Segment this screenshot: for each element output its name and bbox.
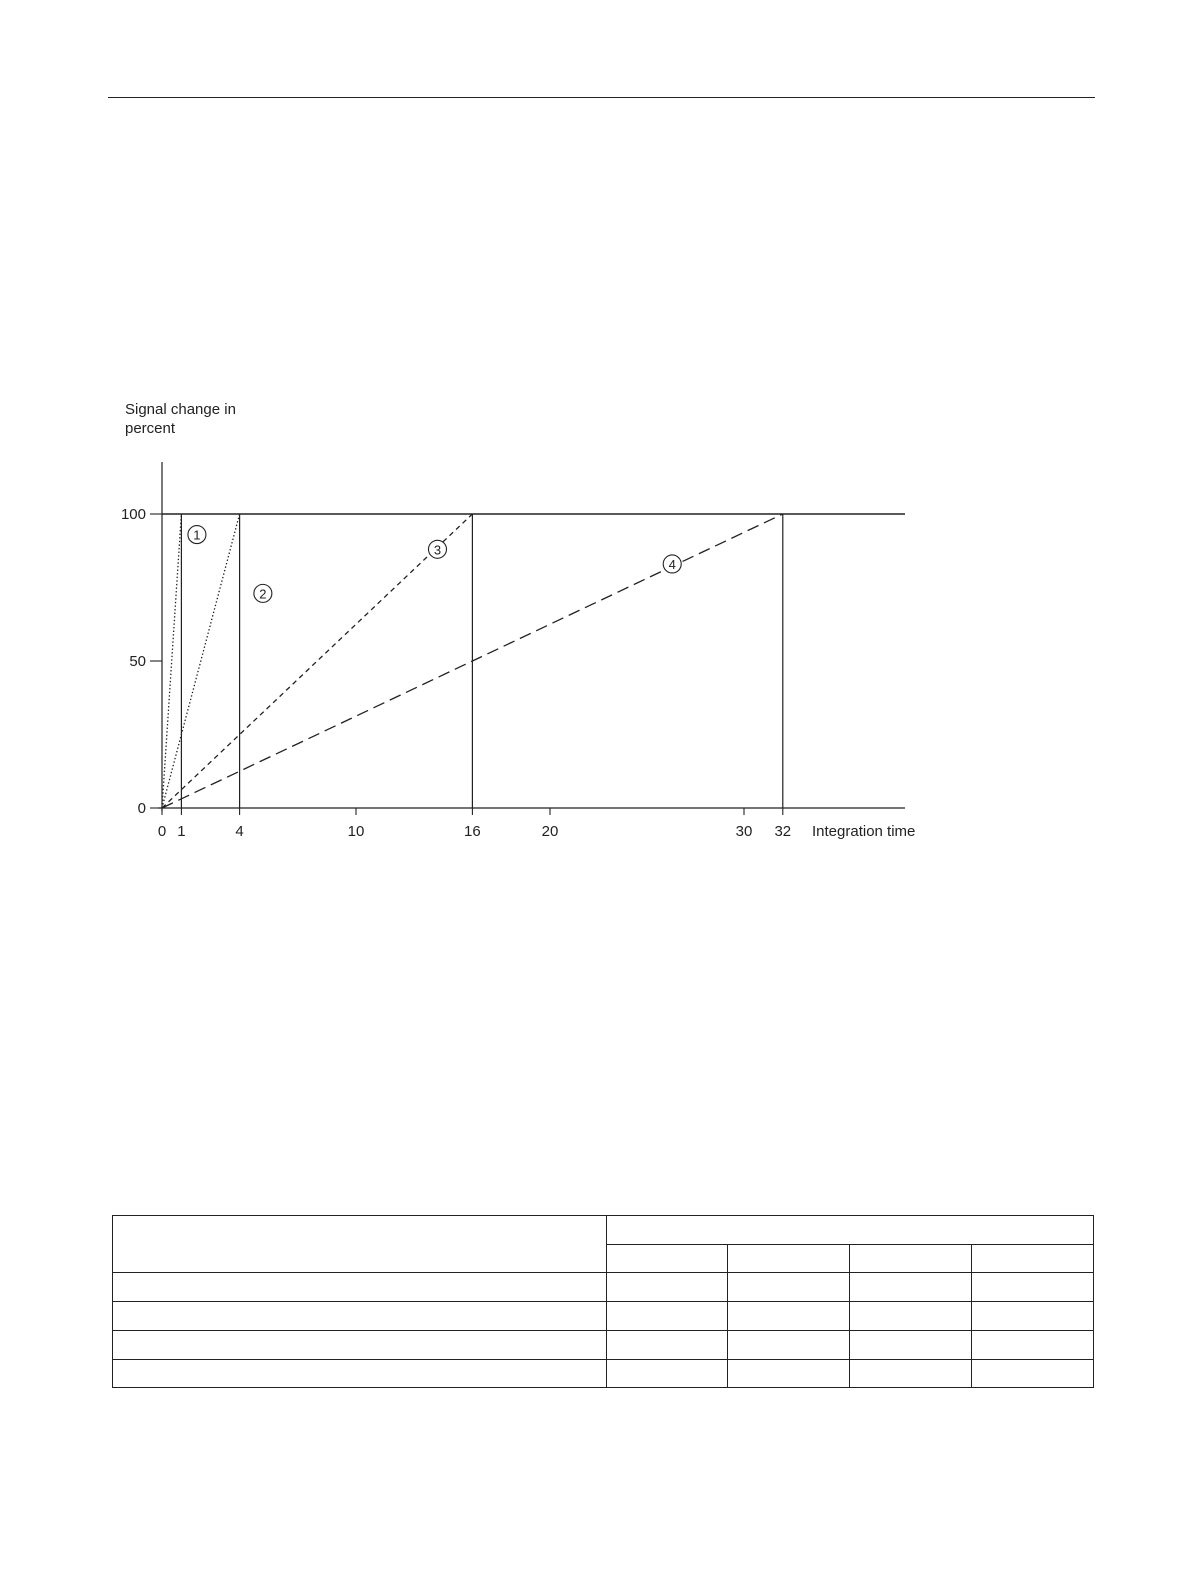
series-line-3 — [162, 514, 472, 808]
tick-group — [121, 506, 791, 840]
table-row — [113, 1273, 1094, 1302]
reference-lines — [162, 514, 905, 808]
table-cell — [607, 1273, 728, 1302]
x-axis-label: Integration time — [812, 823, 916, 840]
table-cell — [972, 1331, 1094, 1360]
table-cell — [113, 1360, 607, 1388]
table-header-cell — [850, 1245, 972, 1273]
table-header-cell — [113, 1216, 607, 1273]
table-header-row — [113, 1216, 1094, 1245]
table-cell — [607, 1331, 728, 1360]
x-tick-label-4: 4 — [235, 823, 244, 840]
table-cell — [607, 1360, 728, 1388]
table-cell — [728, 1331, 850, 1360]
y-axis-label-line-2: percent — [125, 420, 176, 437]
table-row — [113, 1331, 1094, 1360]
table-header-cell — [607, 1216, 1094, 1245]
table-cell — [113, 1302, 607, 1331]
x-tick-label-32: 32 — [774, 823, 792, 840]
table-cell — [972, 1302, 1094, 1331]
table-cell — [728, 1302, 850, 1331]
table-cell — [728, 1360, 850, 1388]
series-marker-label-1: 1 — [193, 527, 201, 543]
table-cell — [113, 1331, 607, 1360]
y-tick-label-50: 50 — [129, 653, 146, 670]
x-tick-label-16: 16 — [464, 823, 481, 840]
x-tick-label-10: 10 — [347, 823, 365, 840]
x-tick-label-0: 0 — [157, 823, 167, 840]
table-row — [113, 1302, 1094, 1331]
table-header-cell — [728, 1245, 850, 1273]
table-cell — [728, 1273, 850, 1302]
series-marker-label-3: 3 — [433, 542, 442, 558]
table-cell — [850, 1331, 972, 1360]
annotation-group — [188, 526, 681, 603]
table-cell — [850, 1302, 972, 1331]
y-tick-label-100: 100 — [120, 506, 146, 523]
data-table — [112, 1215, 1094, 1388]
table-cell — [607, 1302, 728, 1331]
table-header-cell — [972, 1245, 1094, 1273]
table-cell — [113, 1273, 607, 1302]
y-tick-label-0: 0 — [137, 800, 146, 817]
table-header-cell — [607, 1245, 728, 1273]
x-tick-label-20: 20 — [541, 823, 559, 840]
series-marker-label-4: 4 — [668, 556, 676, 572]
table-cell — [850, 1273, 972, 1302]
table-row — [113, 1360, 1094, 1388]
x-tick-label-30: 30 — [735, 823, 753, 840]
y-axis-label-line-1: Signal change in — [125, 401, 236, 418]
series-line-1 — [162, 514, 181, 808]
series-line-2 — [162, 514, 240, 808]
table-cell — [972, 1360, 1094, 1388]
series-marker-label-2: 2 — [259, 586, 267, 602]
table-cell — [850, 1360, 972, 1388]
table-cell — [972, 1273, 1094, 1302]
x-tick-label-1: 1 — [177, 823, 186, 840]
